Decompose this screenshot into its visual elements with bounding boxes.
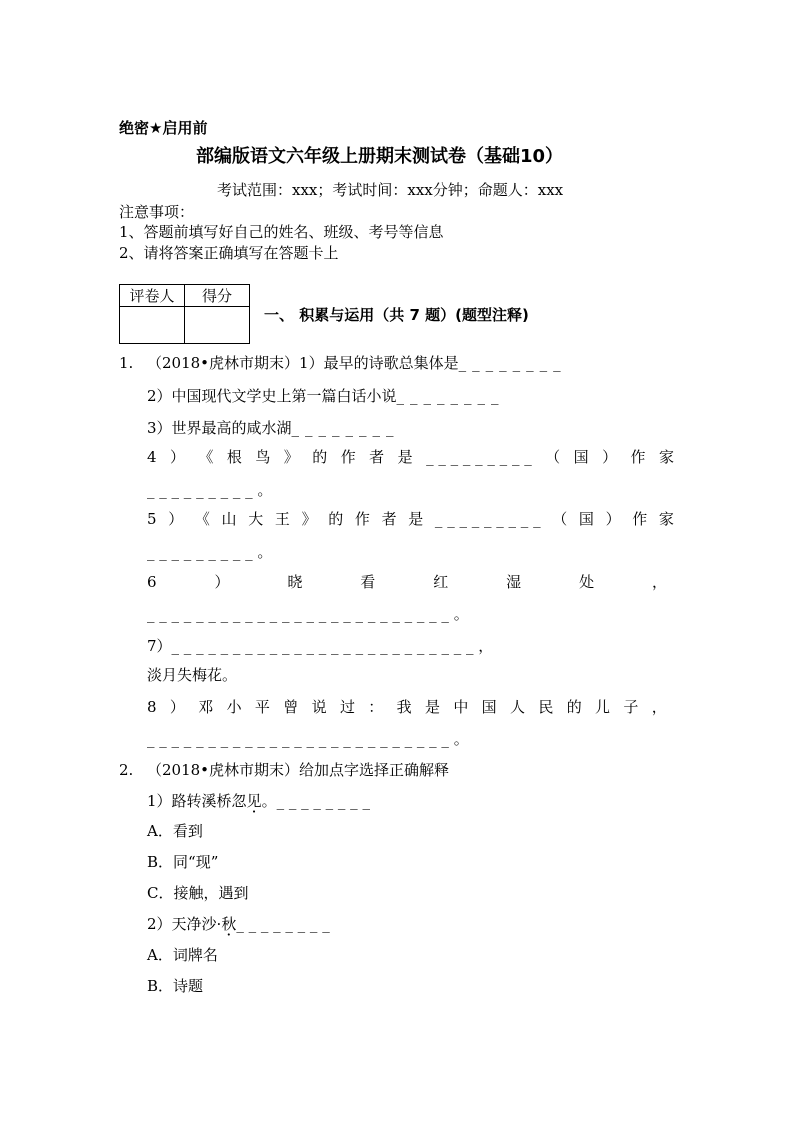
- note-item: 1、答题前填写好自己的姓名、班级、考号等信息: [119, 223, 444, 241]
- char: 是: [424, 698, 440, 716]
- sub-question: [147, 386, 505, 406]
- char: 大: [248, 510, 264, 528]
- char: 国: [573, 448, 589, 466]
- char: 是: [397, 448, 413, 466]
- answer-blank[interactable]: 7）_ _ _ _ _ _ _ _ _ _ _ _ _ _ _ _ _ _ _ _ _ _ _ _ _ ，: [147, 637, 494, 655]
- char: 湿: [506, 573, 522, 591]
- char: ：: [368, 698, 384, 716]
- char: 的: [312, 448, 328, 466]
- option-a[interactable]: A．看到: [147, 822, 203, 840]
- char: 的: [566, 698, 582, 716]
- char: 王: [274, 510, 290, 528]
- char: 》: [283, 448, 299, 466]
- notes-title: 注意事项：: [119, 203, 195, 221]
- char: （: [552, 510, 568, 528]
- answer-blank[interactable]: _ _ _ _ _ _ _ _ _: [426, 448, 532, 466]
- answer-blank[interactable]: 。_ _ _ _ _ _ _ _: [261, 792, 370, 810]
- option-b[interactable]: B．同“现”: [147, 853, 219, 871]
- char: 说: [311, 698, 327, 716]
- note-item: 2、请将答案正确填写在答题卡上: [119, 244, 339, 262]
- char: （: [545, 448, 561, 466]
- answer-blank[interactable]: ________: [458, 354, 567, 372]
- grader-cell[interactable]: [120, 307, 185, 344]
- option-a[interactable]: A．词牌名: [147, 946, 218, 964]
- char: 作: [354, 510, 370, 528]
- char: 小: [226, 698, 242, 716]
- char: 人: [510, 698, 526, 716]
- char: 国: [578, 510, 594, 528]
- score-col-label: 得分: [185, 285, 250, 307]
- dotted-char: 见: [246, 792, 262, 810]
- secret-label: 绝密★启用前: [119, 119, 208, 137]
- char: 过: [339, 698, 355, 716]
- char: 曾: [283, 698, 299, 716]
- question-2-stem: （2018•虎林市期末）给加点字选择正确解释: [147, 761, 450, 779]
- answer-blank[interactable]: _ _ _ _ _ _ _ _ _ _ _ _ _ _ _ _ _ _ _ _ _ _ _ _ _ 。: [147, 605, 469, 623]
- page-title: 部编版语文六年级上册期末测试卷（基础10）: [196, 146, 564, 167]
- char: ）: [169, 448, 185, 466]
- char: 晓: [287, 573, 303, 591]
- char: 家: [658, 510, 674, 528]
- answer-blank[interactable]: _ _ _ _ _ _ _ _ _ 。: [147, 481, 273, 499]
- sub-question: [147, 791, 370, 811]
- option-c[interactable]: C．接触，遇到: [147, 884, 249, 902]
- char: ，: [651, 573, 667, 591]
- option-b[interactable]: B．诗题: [147, 977, 204, 995]
- char: 中: [453, 698, 469, 716]
- char: 的: [328, 510, 344, 528]
- dotted-char: 秋: [221, 915, 237, 933]
- char: 是: [408, 510, 424, 528]
- char: 红: [433, 573, 449, 591]
- stem-text: （2018•虎林市期末）1）最早的诗歌总集体是: [147, 354, 459, 372]
- char: ）: [214, 573, 230, 591]
- grader-table: [119, 284, 250, 344]
- char: 《: [194, 510, 210, 528]
- char: 家: [658, 448, 674, 466]
- sub-question: [147, 914, 330, 934]
- char: 看: [360, 573, 376, 591]
- question-number: 2.: [119, 761, 134, 779]
- answer-blank[interactable]: _ _ _ _ _ _ _ _ _ _ _ _ _ _ _ _ _ _ _ _ _ _ _ _ _ 。: [147, 730, 469, 748]
- char: 作: [630, 448, 646, 466]
- char: ）: [605, 510, 621, 528]
- sub-question-text: 1）路转溪桥忽: [147, 792, 247, 810]
- char: 8: [147, 698, 157, 716]
- char: 5: [147, 510, 157, 528]
- question-1-stem: [147, 353, 567, 373]
- sub-question-text: 2）中国现代文学史上第一篇白话小说: [147, 387, 397, 405]
- sub-question-text: 淡月失梅花。: [147, 666, 238, 684]
- char: 根: [226, 448, 242, 466]
- char: 平: [254, 698, 270, 716]
- char: 鸟: [255, 448, 271, 466]
- char: ）: [169, 698, 185, 716]
- sub-question-6: [147, 572, 667, 592]
- char: 《: [198, 448, 214, 466]
- char: 者: [369, 448, 385, 466]
- char: 者: [381, 510, 397, 528]
- char: 我: [396, 698, 412, 716]
- answer-blank[interactable]: ________: [291, 419, 400, 437]
- char: ）: [168, 510, 184, 528]
- char: 邓: [198, 698, 214, 716]
- answer-blank[interactable]: ________: [396, 387, 505, 405]
- char: 儿: [595, 698, 611, 716]
- answer-blank[interactable]: _ _ _ _ _ _ _ _ _ 。: [147, 543, 273, 561]
- char: 子: [623, 698, 639, 716]
- answer-blank[interactable]: _ _ _ _ _ _ _ _ _: [434, 510, 541, 528]
- sub-question-5: [147, 509, 674, 529]
- char: 处: [579, 573, 595, 591]
- score-cell[interactable]: [185, 307, 250, 344]
- char: 民: [538, 698, 554, 716]
- section-title: 一、 积累与运用（共 7 题）(题型注释): [264, 306, 529, 324]
- char: 国: [481, 698, 497, 716]
- char: 》: [301, 510, 317, 528]
- char: 作: [632, 510, 648, 528]
- char: 山: [221, 510, 237, 528]
- char: ）: [602, 448, 618, 466]
- sub-question-text: 3）世界最高的咸水湖: [147, 419, 292, 437]
- question-number: 1.: [119, 354, 134, 372]
- grader-col-label: 评卷人: [120, 285, 185, 307]
- sub-question: [147, 418, 400, 438]
- char: 6: [147, 573, 157, 591]
- answer-blank[interactable]: _ _ _ _ _ _ _ _: [236, 915, 330, 933]
- sub-question-8: [147, 697, 667, 717]
- char: ，: [651, 698, 667, 716]
- exam-info: 考试范围：xxx；考试时间：xxx分钟；命题人：xxx: [217, 181, 564, 199]
- sub-question-4: [147, 447, 674, 467]
- char: 作: [340, 448, 356, 466]
- char: 4: [147, 448, 157, 466]
- sub-question-text: 2）天净沙·: [147, 915, 222, 933]
